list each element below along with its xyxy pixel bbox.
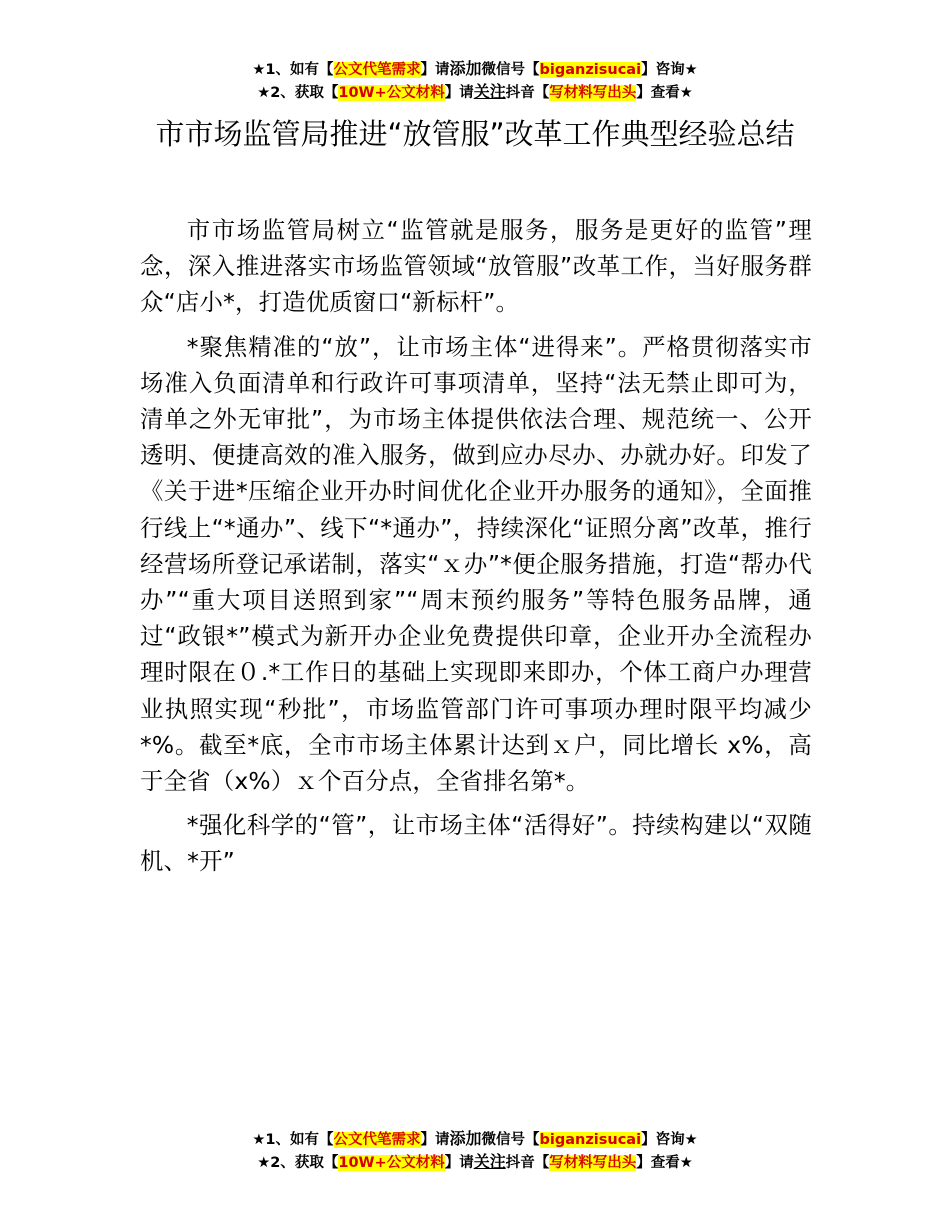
header-banner (0, 58, 950, 104)
body-paragraph: *聚焦精准的“放”，让市场主体“进得来”。严格贯彻落实市场准入负面清单和行政许可事项清单，坚持“法无禁止即可为，清单之外无审批”，为市场主体提供依法合理、规范统一、公开透明、便捷高效的准入服务，做到应办尽办、办就办好。印发了《关于进*压缩企业开办时间优化企业开办服务的通知》，全面推行线上“*通办”、线下“*通办”，持续深化“证照分离”改革，推行经营场所登记承诺制，落实“ｘ办”*便企服务措施，打造“帮办代办”“重大项目送照到家”“周末预约服务”等特色服务品牌，通过“政银*”模式为新开办企业免费提供印章，企业开办全流程办理时限在０.*工作日的基础上实现即来即办，个体工商户办理营业执照实现“秒批”，市场监管部门许可事项办理时限平均减少*%。截至*底，全市市场主体累计达到ｘ户，同比增长 x%，高于全省（x%）ｘ个百分点，全省排名第*。 (140, 332, 812, 796)
banner-text: 】查看★ (636, 85, 693, 101)
banner-text: 】咨询★ (641, 62, 698, 78)
banner-text: ★1、如有【 (252, 62, 334, 78)
banner-highlight: 10W+公文材料 (338, 1155, 445, 1171)
banner-highlight: 公文代笔需求 (333, 62, 421, 78)
body-paragraph: *强化科学的“管”，让市场主体“活得好”。持续构建以“双随机、*开” (140, 811, 812, 876)
banner-text: 】请 (420, 62, 450, 78)
banner-highlight: 公文代笔需求 (333, 1132, 421, 1148)
banner-text: ★2、获取【 (257, 1155, 339, 1171)
banner-highlight: 写材料写出头 (549, 85, 637, 101)
banner-text: 抖音【 (505, 85, 550, 101)
body-paragraph: 市市场监管局树立“监管就是服务，服务是更好的监管”理念，深入推进落实市场监管领域“放管服”改革工作，当好服务群众“店小*，打造优质窗口“新标杆”。 (140, 216, 812, 317)
banner-emphasis: 关注 (473, 1152, 506, 1171)
banner-highlight: biganzisucai (539, 62, 642, 78)
banner-line-2 (0, 1151, 950, 1174)
banner-highlight: biganzisucai (539, 1132, 642, 1148)
banner-emphasis: 添加 (449, 59, 482, 78)
banner-text: 微信号【 (481, 1132, 540, 1148)
banner-highlight: 10W+公文材料 (338, 85, 445, 101)
banner-text: 】请 (444, 1155, 474, 1171)
banner-text: ★1、如有【 (252, 1132, 334, 1148)
banner-line-1 (0, 58, 950, 81)
document-body (140, 212, 812, 888)
banner-highlight: 写材料写出头 (549, 1155, 637, 1171)
banner-text: 】咨询★ (641, 1132, 698, 1148)
banner-emphasis: 添加 (449, 1129, 482, 1148)
banner-text: 】请 (444, 85, 474, 101)
footer-banner (0, 1128, 950, 1174)
banner-text: ★2、获取【 (257, 85, 339, 101)
banner-line-1 (0, 1128, 950, 1151)
document-title: 市市场监管局推进“放管服”改革工作典型经验总结 (155, 117, 795, 151)
banner-line-2 (0, 81, 950, 104)
banner-text: 抖音【 (505, 1155, 550, 1171)
banner-text: 】请 (420, 1132, 450, 1148)
banner-text: 微信号【 (481, 62, 540, 78)
banner-text: 】查看★ (636, 1155, 693, 1171)
banner-emphasis: 关注 (473, 82, 506, 101)
